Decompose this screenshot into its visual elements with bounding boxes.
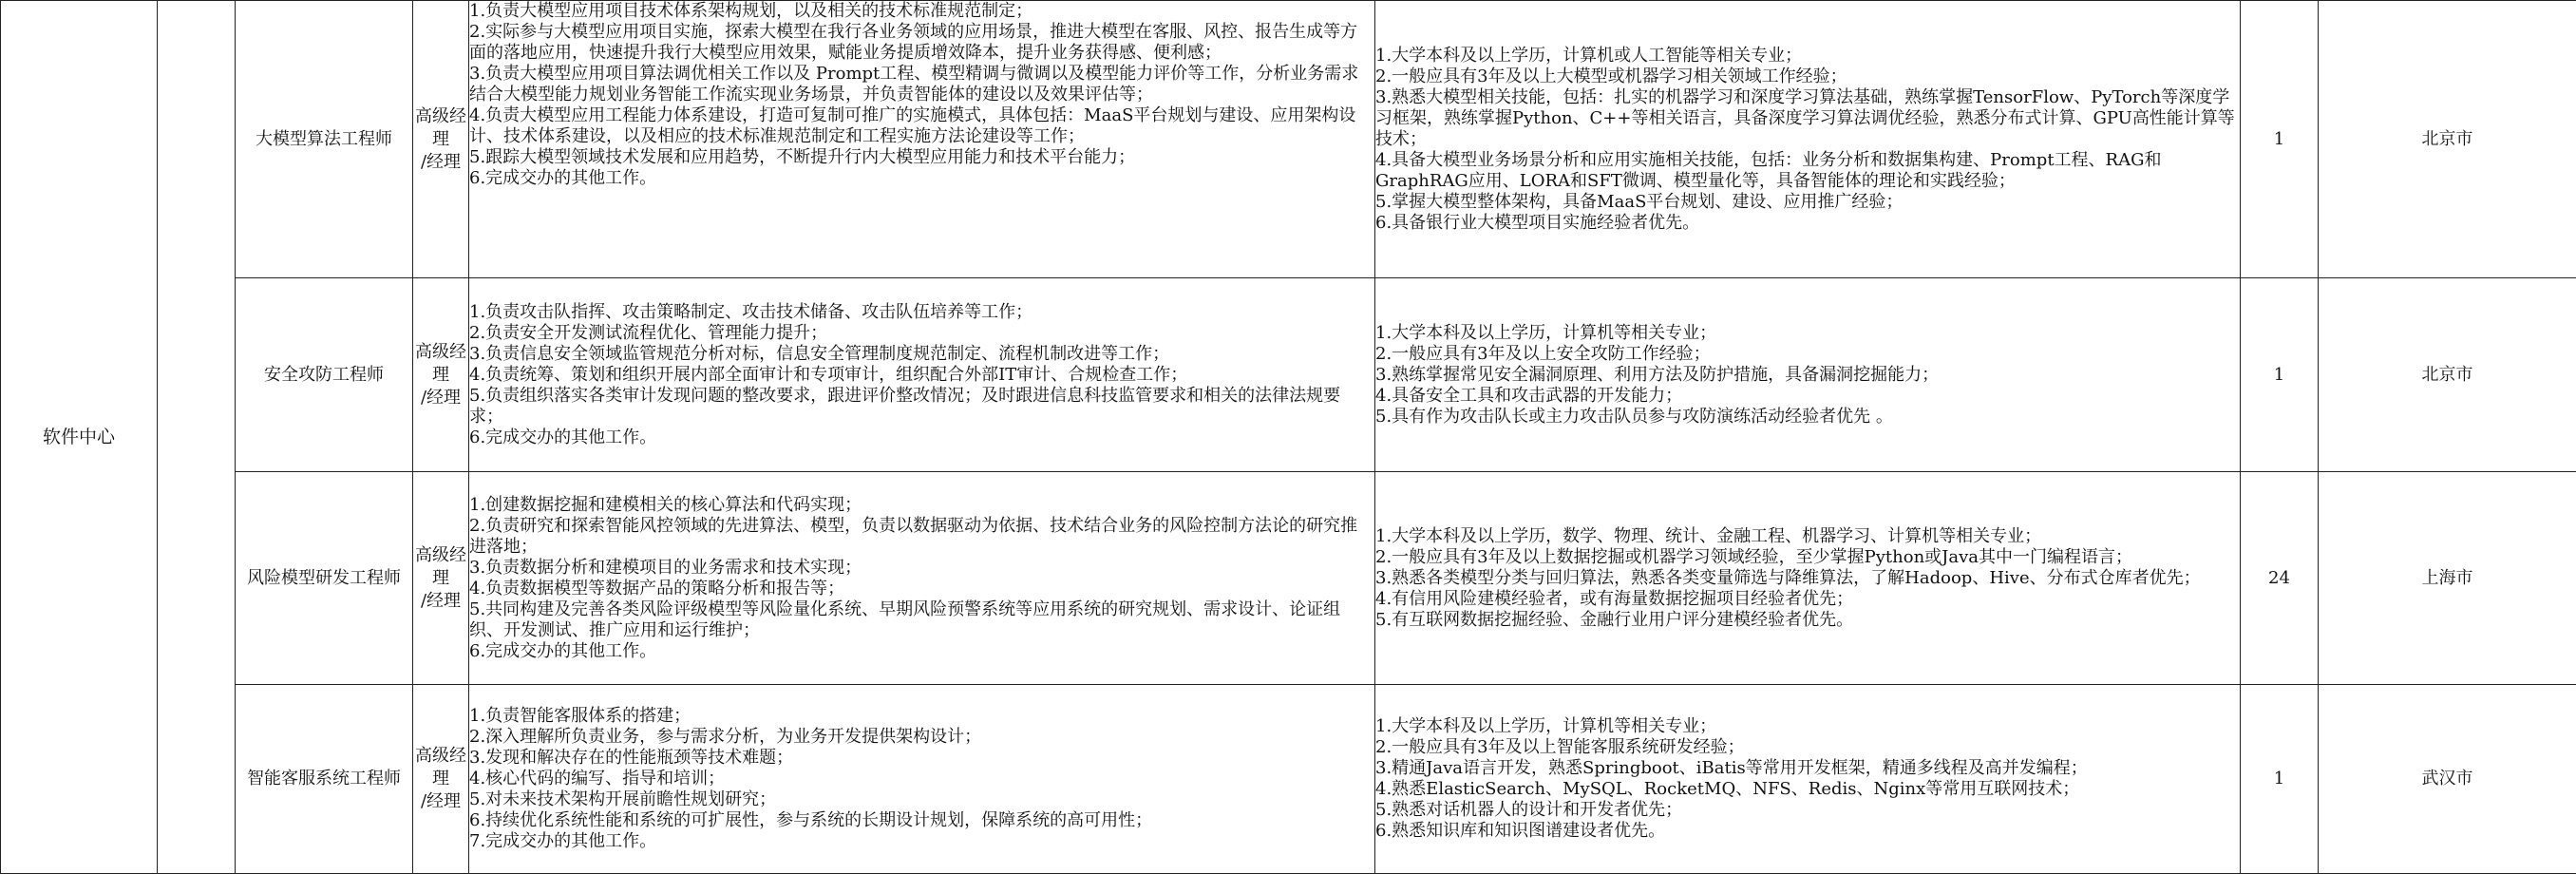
- job-title-cell: [236, 472, 413, 685]
- headcount-cell: [2241, 472, 2319, 685]
- requirement-item: 4.熟悉ElasticSearch、MySQL、RocketMQ、NFS、Redis、Nginx等常用互联网技术；: [1375, 779, 2240, 800]
- duty-item: 5.共同构建及完善各类风险评级模型等风险量化系统、早期风险预警系统等应用系统的研究规划、需求设计、论证组织、开发测试、推广应用和运行维护；: [469, 599, 1374, 641]
- duty-item: 4.核心代码的编写、指导和培训；: [469, 769, 1374, 789]
- duty-item: 2.负责研究和探索智能风控领域的先进算法、模型，负责以数据驱动为依据、技术结合业务的风险控制方法论的研究推进落地；: [469, 516, 1374, 558]
- requirement-item: 4.具备安全工具和攻击武器的开发能力；: [1375, 386, 2240, 407]
- duty-item: 4.负责数据模型等数据产品的策略分析和报告等；: [469, 579, 1374, 599]
- requirement-item: 3.熟悉大模型相关技能，包括：扎实的机器学习和深度学习算法基础，熟练掌握TensorFlow、PyTorch等深度学习框架，熟练掌握Python、C++等相关语言，具备深度学习算法调优经验，熟悉分布式计算、GPU高性能计算等技术；: [1375, 87, 2240, 150]
- duty-item: 6.完成交办的其他工作。: [469, 428, 1374, 448]
- job-title-cell: [236, 685, 413, 874]
- headcount-cell: [2241, 278, 2319, 472]
- headcount: 24: [2268, 568, 2290, 588]
- headcount: 1: [2274, 129, 2284, 149]
- duty-item: 1.负责智能客服体系的搭建；: [469, 706, 1374, 727]
- city-cell: [2319, 685, 2576, 874]
- table-row: [1, 1, 2576, 278]
- job-title: 智能客服系统工程师: [247, 769, 401, 788]
- city: 武汉市: [2422, 769, 2473, 788]
- duty-item: 2.负责安全开发测试流程优化、管理能力提升；: [469, 323, 1374, 344]
- requirement-item: 5.有互联网数据挖掘经验、金融行业用户评分建模经验者优先。: [1375, 610, 2240, 631]
- job-level-cell: [413, 278, 469, 472]
- requirement-item: 1.大学本科及以上学历，计算机等相关专业；: [1375, 716, 2240, 737]
- job-level-cell: [413, 685, 469, 874]
- job-level: /经理: [413, 590, 468, 613]
- duty-item: 3.负责数据分析和建模项目的业务需求和技术实现；: [469, 558, 1374, 579]
- requirement-item: 6.具备银行业大模型项目实施经验者优先。: [1375, 213, 2240, 234]
- duties-cell: [469, 278, 1375, 472]
- requirements-cell: [1375, 1, 2241, 278]
- duties-cell: [469, 685, 1375, 874]
- headcount: 1: [2274, 365, 2284, 385]
- requirement-item: 2.一般应具有3年及以上大模型或机器学习相关领域工作经验；: [1375, 66, 2240, 87]
- requirement-item: 5.熟悉对话机器人的设计和开发者优先；: [1375, 800, 2240, 821]
- department-cell: [1, 1, 158, 874]
- duty-item: 1.创建数据挖掘和建模相关的核心算法和代码实现；: [469, 495, 1374, 516]
- job-level: /经理: [413, 151, 468, 174]
- requirement-item: 2.一般应具有3年及以上智能客服系统研发经验；: [1375, 737, 2240, 758]
- table-row: [1, 685, 2576, 874]
- job-title: 安全攻防工程师: [264, 365, 384, 385]
- requirement-item: 3.熟悉各类模型分类与回归算法，熟悉各类变量筛选与降维算法，了解Hadoop、Hive、分布式仓库者优先；: [1375, 568, 2240, 589]
- requirement-item: 2.一般应具有3年及以上数据挖掘或机器学习领域经验，至少掌握Python或Java其中一门编程语言；: [1375, 547, 2240, 568]
- department-label: 软件中心: [1, 427, 157, 447]
- headcount-cell: [2241, 1, 2319, 278]
- requirements-cell: [1375, 472, 2241, 685]
- duty-item: 3.发现和解决存在的性能瓶颈等技术难题；: [469, 748, 1374, 769]
- duty-item: 5.跟踪大模型领域技术发展和应用趋势，不断提升行内大模型应用能力和技术平台能力；: [469, 147, 1374, 168]
- requirement-item: 5.具有作为攻击队长或主力攻击队员参与攻防演练活动经验者优先 。: [1375, 407, 2240, 428]
- duty-item: 2.深入理解所负责业务，参与需求分析，为业务开发提供架构设计；: [469, 727, 1374, 748]
- city: 北京市: [2422, 365, 2473, 385]
- blank-cell: [158, 1, 236, 874]
- headcount-cell: [2241, 685, 2319, 874]
- requirement-item: 1.大学本科及以上学历，数学、物理、统计、金融工程、机器学习、计算机等相关专业；: [1375, 526, 2240, 547]
- requirement-item: 3.熟练掌握常见安全漏洞原理、利用方法及防护措施，具备漏洞挖掘能力；: [1375, 365, 2240, 386]
- job-level: 高级经理: [413, 105, 468, 151]
- table-row: [1, 472, 2576, 685]
- duty-item: 6.持续优化系统性能和系统的可扩展性，参与系统的长期设计规划，保障系统的高可用性；: [469, 810, 1374, 831]
- duty-item: 1.负责大模型应用项目技术体系架构规划，以及相关的技术标准规范制定；: [469, 1, 1374, 22]
- requirements-cell: [1375, 685, 2241, 874]
- requirement-item: 4.有信用风险建模经验者，或有海量数据挖掘项目经验者优先；: [1375, 589, 2240, 610]
- headcount: 1: [2274, 769, 2284, 788]
- job-level: 高级经理: [413, 341, 468, 387]
- duty-item: 4.负责统筹、策划和组织开展内部全面审计和专项审计，组织配合外部IT审计、合规检查工作；: [469, 365, 1374, 386]
- duty-item: 3.负责大模型应用项目算法调优相关工作以及 Prompt工程、模型精调与微调以及模型能力评价等工作，分析业务需求结合大模型能力规划业务智能工作流实现业务场景，并负责智能体的建设以及效果评估等；: [469, 64, 1374, 105]
- duty-item: 6.完成交办的其他工作。: [469, 641, 1374, 662]
- duty-item: 5.负责组织落实各类审计发现问题的整改要求，跟进评价整改情况；及时跟进信息科技监管要求和相关的法律法规要求；: [469, 386, 1374, 428]
- duty-item: 2.实际参与大模型应用项目实施，探索大模型在我行各业务领域的应用场景，推进大模型在客服、风控、报告生成等方面的落地应用，快速提升我行大模型应用效果，赋能业务提质增效降本，提升业务获得感、便利感；: [469, 22, 1374, 64]
- city: 北京市: [2422, 129, 2473, 149]
- requirement-item: 1.大学本科及以上学历，计算机等相关专业；: [1375, 323, 2240, 344]
- job-level-cell: [413, 1, 469, 278]
- duty-item: 5.对未来技术架构开展前瞻性规划研究；: [469, 789, 1374, 810]
- job-title-cell: [236, 278, 413, 472]
- city: 上海市: [2422, 568, 2473, 588]
- job-level: /经理: [413, 790, 468, 813]
- job-title: 大模型算法工程师: [256, 129, 392, 149]
- duties-cell: [469, 472, 1375, 685]
- job-level: 高级经理: [413, 544, 468, 590]
- job-title-cell: [236, 1, 413, 278]
- requirement-item: 6.熟悉知识库和知识图谱建设者优先。: [1375, 821, 2240, 842]
- table-row: [1, 278, 2576, 472]
- requirements-cell: [1375, 278, 2241, 472]
- job-title: 风险模型研发工程师: [247, 568, 401, 588]
- duty-item: 6.完成交办的其他工作。: [469, 168, 1374, 189]
- requirement-item: 1.大学本科及以上学历，计算机或人工智能等相关专业；: [1375, 46, 2240, 66]
- duty-item: 7.完成交办的其他工作。: [469, 831, 1374, 852]
- city-cell: [2319, 1, 2576, 278]
- requirement-item: 4.具备大模型业务场景分析和应用实施相关技能，包括：业务分析和数据集构建、Prompt工程、RAG和GraphRAG应用、LORA和SFT微调、模型量化等，具备智能体的理论和实践经验；: [1375, 150, 2240, 192]
- requirement-item: 2.一般应具有3年及以上安全攻防工作经验；: [1375, 344, 2240, 365]
- duty-item: 1.负责攻击队指挥、攻击策略制定、攻击技术储备、攻击队伍培养等工作；: [469, 302, 1374, 323]
- requirement-item: 3.精通Java语言开发，熟悉Springboot、iBatis等常用开发框架，精通多线程及高并发编程；: [1375, 758, 2240, 779]
- job-level-cell: [413, 472, 469, 685]
- job-level: /经理: [413, 387, 468, 409]
- duty-item: 3.负责信息安全领域监管规范分析对标，信息安全管理制度规范制定、流程机制改进等工作；: [469, 344, 1374, 365]
- job-level: 高级经理: [413, 745, 468, 790]
- city-cell: [2319, 278, 2576, 472]
- duties-cell: [469, 1, 1375, 278]
- city-cell: [2319, 472, 2576, 685]
- requirement-item: 5.掌握大模型整体架构，具备MaaS平台规划、建设、应用推广经验；: [1375, 192, 2240, 213]
- duty-item: 4.负责大模型应用工程能力体系建设，打造可复制可推广的实施模式，具体包括：MaaS平台规划与建设、应用架构设计、技术体系建设，以及相应的技术标准规范制定和工程实施方法论建设等工作；: [469, 105, 1374, 147]
